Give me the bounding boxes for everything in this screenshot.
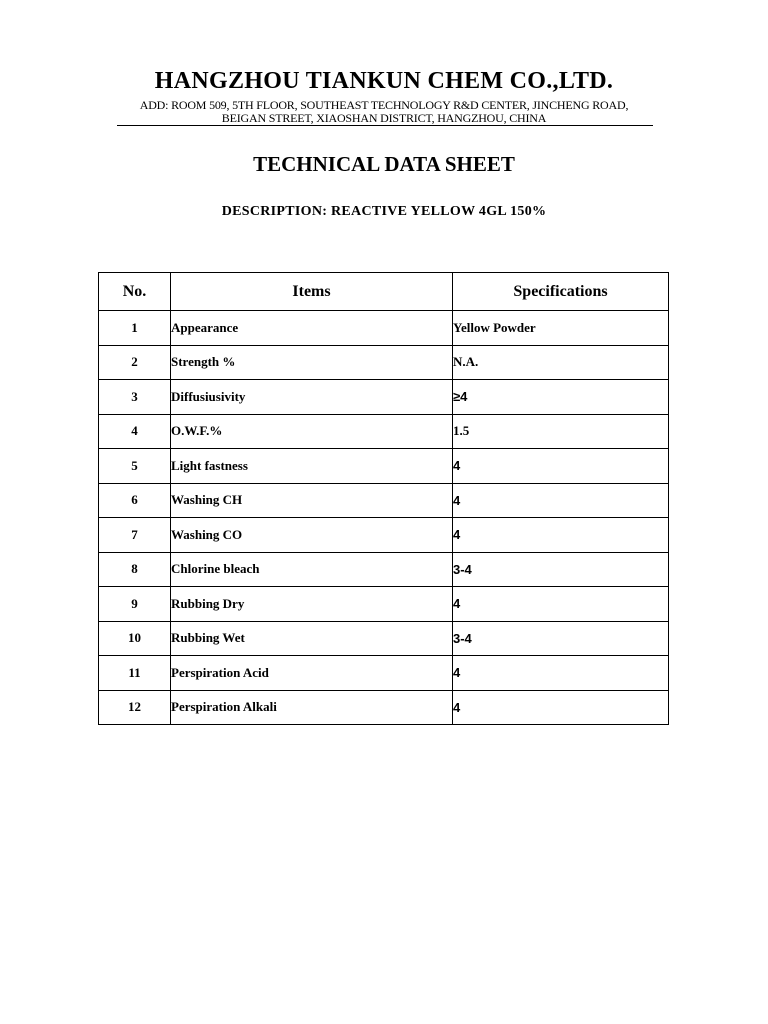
company-name: HANGZHOU TIANKUN CHEM CO.,LTD. bbox=[154, 68, 614, 94]
table-row bbox=[99, 311, 669, 346]
row-specification: N.A. bbox=[453, 345, 669, 380]
row-specification: 3-4 bbox=[453, 552, 669, 587]
row-item: Diffusiusivity bbox=[171, 380, 453, 415]
row-number: 8 bbox=[99, 552, 171, 587]
table-row bbox=[99, 518, 669, 553]
column-header-no: No. bbox=[99, 273, 171, 311]
row-item: Light fastness bbox=[171, 449, 453, 484]
table-row bbox=[99, 690, 669, 725]
row-item: Appearance bbox=[171, 311, 453, 346]
table-row bbox=[99, 552, 669, 587]
row-number: 1 bbox=[99, 311, 171, 346]
row-item: Perspiration Acid bbox=[171, 656, 453, 691]
company-address-line1: ADD: ROOM 509, 5TH FLOOR, SOUTHEAST TECHNOLOGY R&D CENTER, JINCHENG ROAD, bbox=[139, 98, 629, 112]
row-specification: 4 bbox=[453, 656, 669, 691]
column-header-items: Items bbox=[171, 273, 453, 311]
row-number: 4 bbox=[99, 414, 171, 449]
table-header-row bbox=[99, 273, 669, 311]
table-row bbox=[99, 587, 669, 622]
row-number: 7 bbox=[99, 518, 171, 553]
row-item: Rubbing Dry bbox=[171, 587, 453, 622]
row-number: 3 bbox=[99, 380, 171, 415]
row-number: 2 bbox=[99, 345, 171, 380]
row-number: 12 bbox=[99, 690, 171, 725]
row-item: Washing CH bbox=[171, 483, 453, 518]
row-number: 11 bbox=[99, 656, 171, 691]
header-divider bbox=[117, 125, 653, 126]
row-specification: 1.5 bbox=[453, 414, 669, 449]
row-item: Rubbing Wet bbox=[171, 621, 453, 656]
row-specification: ≥4 bbox=[453, 380, 669, 415]
column-header-specifications: Specifications bbox=[453, 273, 669, 311]
row-specification: 4 bbox=[453, 483, 669, 518]
table-row bbox=[99, 621, 669, 656]
row-item: O.W.F.% bbox=[171, 414, 453, 449]
row-number: 9 bbox=[99, 587, 171, 622]
row-specification: 4 bbox=[453, 587, 669, 622]
row-item: Washing CO bbox=[171, 518, 453, 553]
product-description: DESCRIPTION: REACTIVE YELLOW 4GL 150% bbox=[221, 204, 547, 219]
table-row bbox=[99, 449, 669, 484]
row-specification: 4 bbox=[453, 518, 669, 553]
row-item: Chlorine bleach bbox=[171, 552, 453, 587]
row-specification: Yellow Powder bbox=[453, 311, 669, 346]
row-number: 5 bbox=[99, 449, 171, 484]
table-row bbox=[99, 414, 669, 449]
table-row bbox=[99, 345, 669, 380]
row-number: 6 bbox=[99, 483, 171, 518]
row-specification: 4 bbox=[453, 690, 669, 725]
document-title: TECHNICAL DATA SHEET bbox=[253, 152, 515, 176]
table-row bbox=[99, 380, 669, 415]
row-specification: 3-4 bbox=[453, 621, 669, 656]
row-item: Strength % bbox=[171, 345, 453, 380]
row-specification: 4 bbox=[453, 449, 669, 484]
row-number: 10 bbox=[99, 621, 171, 656]
specifications-table bbox=[98, 272, 669, 725]
row-item: Perspiration Alkali bbox=[171, 690, 453, 725]
table-row bbox=[99, 483, 669, 518]
company-address-line2: BEIGAN STREET, XIAOSHAN DISTRICT, HANGZHOU, CHINA bbox=[221, 111, 547, 125]
table-row bbox=[99, 656, 669, 691]
